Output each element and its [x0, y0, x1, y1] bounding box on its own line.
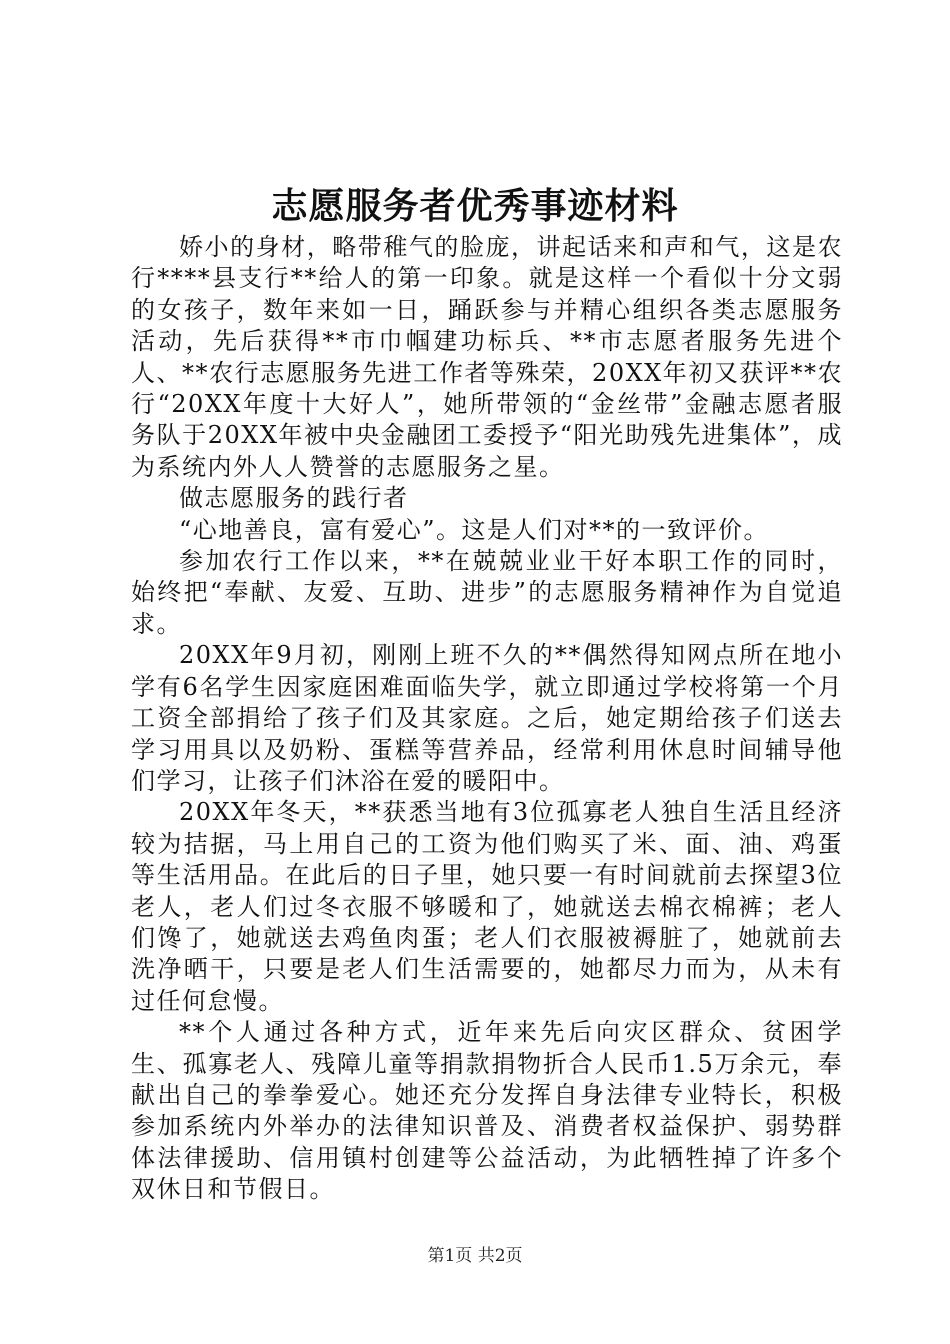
page-number-footer: 第1页 共2页 — [427, 1246, 523, 1266]
paragraph-donations: **个人通过各种方式，近年来先后向灾区群众、贫困学生、孤寡老人、残障儿童等捐款捐物折合人民币1.5万余元，奉献出自己的拳拳爱心。她还充分发挥自身法律专业特长，积极参加系统内外举办的法律知识普及、消费者权益保护、弱势群体法律援助、信用镇村创建等公益活动，为此牺牲掉了许多个双休日和节假日。 — [131, 1018, 843, 1204]
section-heading: 做志愿服务的践行者 — [179, 484, 409, 513]
paragraph-spirit: 参加农行工作以来，**在兢兢业业干好本职工作的同时，始终把“奉献、友爱、互助、进步”的志愿服务精神作为自觉追求。 — [131, 547, 843, 638]
document-title: 志愿服务者优秀事迹材料 — [271, 185, 679, 227]
paragraph-elderly: 20XX年冬天，**获悉当地有3位孤寡老人独自生活且经济较为拮据，马上用自己的工资为他们购买了米、面、油、鸡蛋等生活用品。在此后的日子里，她只要一有时间就前去探望3位老人，老人们过冬衣服不够暖和了，她就送去棉衣棉裤；老人们馋了，她就送去鸡鱼肉蛋；老人们衣服被褥脏了，她就前去洗净晒干，只要是老人们生活需要的，她都尽力而为，从未有过任何怠慢。 — [131, 798, 843, 1015]
paragraph-intro: 娇小的身材，略带稚气的脸庞，讲起话来和声和气，这是农行****县支行**给人的第一印象。就是这样一个看似十分文弱的女孩子，数年来如一日，踊跃参与并精心组织各类志愿服务活动，先后获得**市巾帼建功标兵、**市志愿者服务先进个人、**农行志愿服务先进工作者等殊荣，20XX年初又获评**农行“20XX年度十大好人”，她所带领的“金丝带”金融志愿者服务队于20XX年被中央金融团工委授予“阳光助残先进集体”，成为系统内外人人赞誉的志愿服务之星。 — [131, 233, 843, 481]
paragraph-evaluation: “心地善良，富有爱心”。这是人们对**的一致评价。 — [179, 515, 770, 544]
document-body — [131, 232, 843, 1206]
paragraph-students: 20XX年9月初，刚刚上班不久的**偶然得知网点所在地小学有6名学生因家庭困难面临失学，就立即通过学校将第一个月工资全部捐给了孩子们及其家庭。之后，她定期给孩子们送去学习用具以及奶粉、蛋糕等营养品，经常利用休息时间辅导他们学习，让孩子们沐浴在爱的暖阳中。 — [131, 641, 843, 795]
